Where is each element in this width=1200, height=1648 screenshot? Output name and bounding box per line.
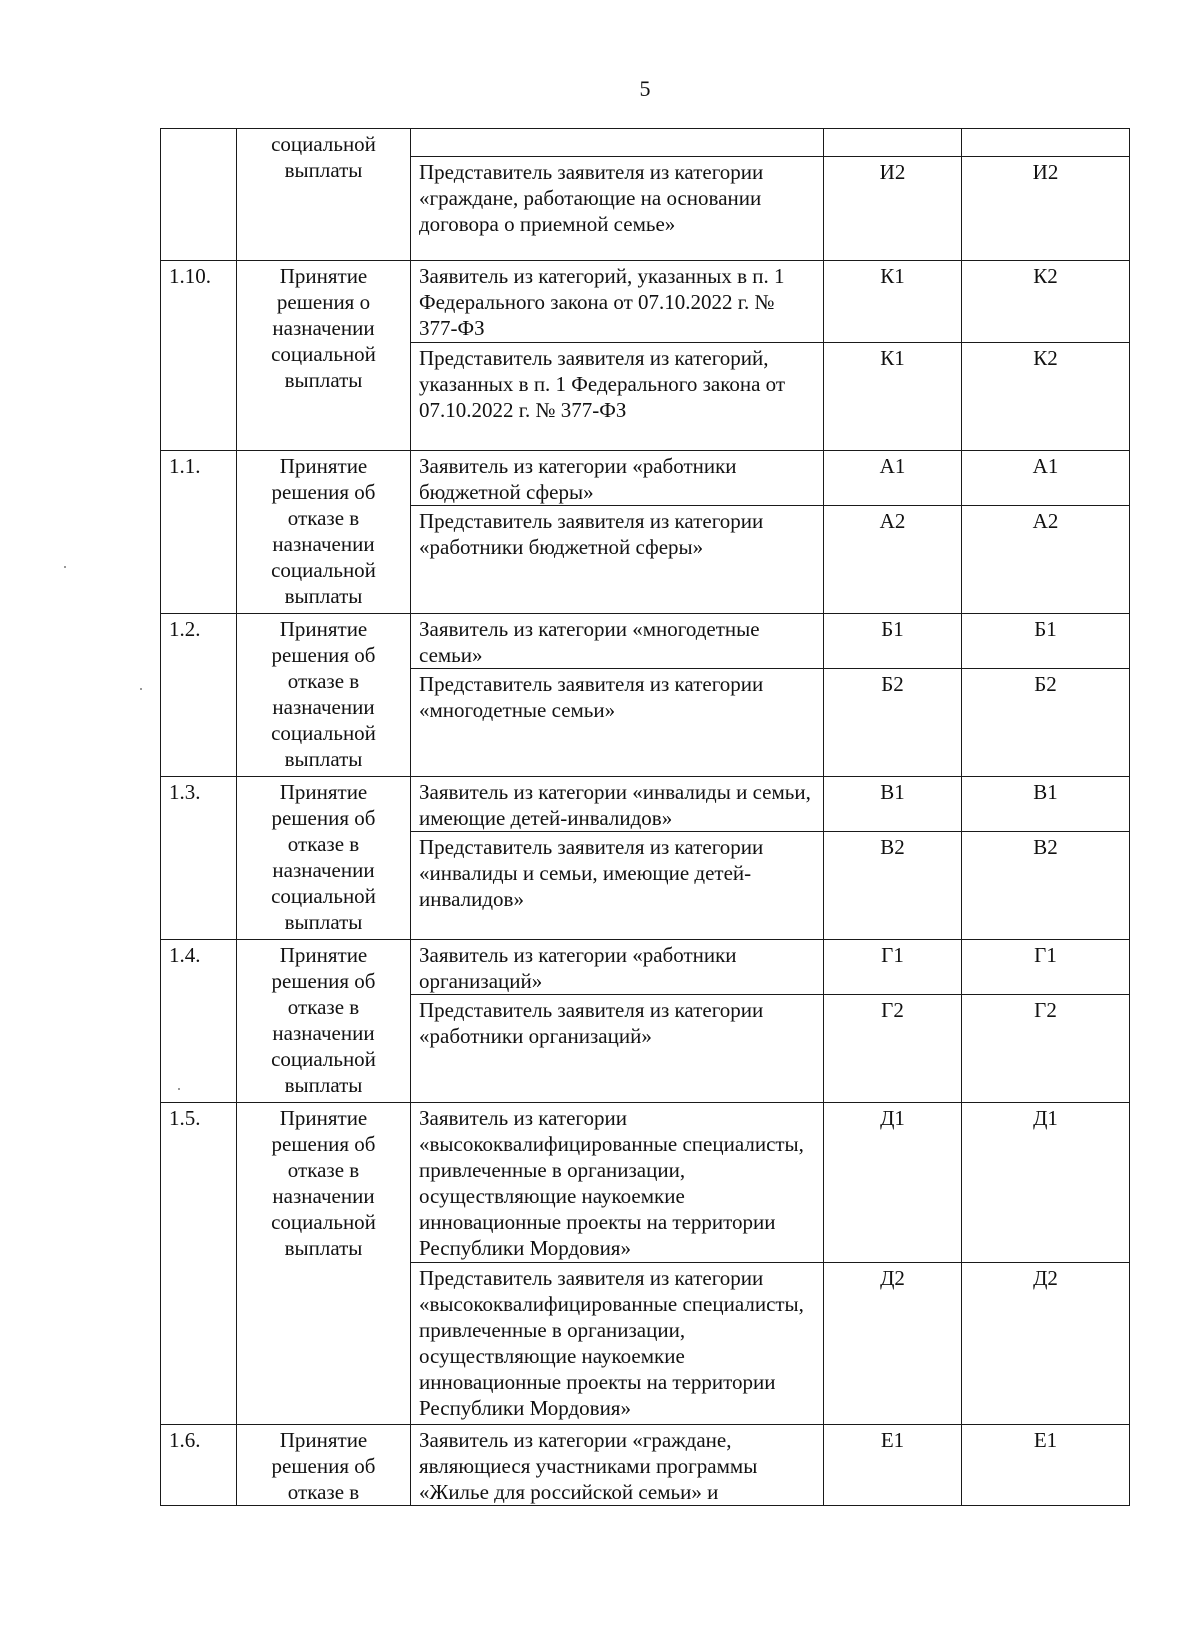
result-code-cell: Д1 xyxy=(962,1103,1130,1263)
action-cell: Принятие решения об отказе в назначении социальной выплаты xyxy=(237,1103,411,1425)
description-cell: Заявитель из категорий, указанных в п. 1 Федерального закона от 07.10.2022 г. № 377-ФЗ xyxy=(411,261,824,343)
table-row xyxy=(161,777,1130,832)
code-cell: Б1 xyxy=(824,614,962,669)
description-cell: Представитель заявителя из категории «работники организаций» xyxy=(411,995,824,1103)
item-number-cell: 1.1. xyxy=(161,451,237,614)
result-code-cell: Б1 xyxy=(962,614,1130,669)
result-code-cell: А1 xyxy=(962,451,1130,506)
code-cell: Г1 xyxy=(824,940,962,995)
description-cell: Представитель заявителя из категории «многодетные семьи» xyxy=(411,669,824,777)
page-number: 5 xyxy=(639,76,651,101)
code-cell: В1 xyxy=(824,777,962,832)
result-code-cell: К2 xyxy=(962,261,1130,343)
result-code-cell: В2 xyxy=(962,832,1130,940)
action-cell: Принятие решения об отказе в xyxy=(237,1425,411,1506)
table-row xyxy=(161,614,1130,669)
result-code-cell: Е1 xyxy=(962,1425,1130,1506)
result-code-cell: Г2 xyxy=(962,995,1130,1103)
action-cell: социальной выплаты xyxy=(237,129,411,261)
description-cell: Представитель заявителя из категории «инвалиды и семьи, имеющие детей-инвалидов» xyxy=(411,832,824,940)
code-cell: Б2 xyxy=(824,669,962,777)
result-code-cell: Д2 xyxy=(962,1263,1130,1425)
description-cell: Заявитель из категории «высококвалифицированные специалисты, привлеченные в организации, осуществляющие наукоемкие инновационные проекты на территории Республики Мордовия» xyxy=(411,1103,824,1263)
code-cell: Д1 xyxy=(824,1103,962,1263)
scan-speck xyxy=(178,1088,180,1090)
result-code-cell: В1 xyxy=(962,777,1130,832)
table-row xyxy=(161,129,1130,157)
description-cell: Заявитель из категории «работники организаций» xyxy=(411,940,824,995)
table-row xyxy=(161,940,1130,995)
action-cell: Принятие решения об отказе в назначении социальной выплаты xyxy=(237,614,411,777)
code-cell: Г2 xyxy=(824,995,962,1103)
description-cell: Заявитель из категории «работники бюджетной сферы» xyxy=(411,451,824,506)
description-cell: Представитель заявителя из категорий, указанных в п. 1 Федерального закона от 07.10.2022 г. № 377-ФЗ xyxy=(411,343,824,451)
table-row xyxy=(161,451,1130,506)
item-number-cell xyxy=(161,129,237,261)
code-cell: Д2 xyxy=(824,1263,962,1425)
description-cell: Заявитель из категории «многодетные семьи» xyxy=(411,614,824,669)
description-cell: Заявитель из категории «граждане, являющиеся участниками программы «Жилье для российской семьи» и xyxy=(411,1425,824,1506)
item-number-cell: 1.2. xyxy=(161,614,237,777)
code-cell: К1 xyxy=(824,261,962,343)
description-cell: Представитель заявителя из категории «работники бюджетной сферы» xyxy=(411,506,824,614)
description-cell: Заявитель из категории «инвалиды и семьи, имеющие детей-инвалидов» xyxy=(411,777,824,832)
result-code-cell: Б2 xyxy=(962,669,1130,777)
result-code-cell xyxy=(962,129,1130,157)
services-table xyxy=(160,128,1130,1506)
table-row xyxy=(161,1425,1130,1506)
result-code-cell: И2 xyxy=(962,157,1130,261)
item-number-cell: 1.4. xyxy=(161,940,237,1103)
scan-speck xyxy=(64,566,66,568)
description-cell xyxy=(411,129,824,157)
code-cell: Е1 xyxy=(824,1425,962,1506)
table-row xyxy=(161,261,1130,343)
action-cell: Принятие решения об отказе в назначении социальной выплаты xyxy=(237,451,411,614)
result-code-cell: А2 xyxy=(962,506,1130,614)
item-number-cell: 1.3. xyxy=(161,777,237,940)
item-number-cell: 1.5. xyxy=(161,1103,237,1425)
item-number-cell: 1.10. xyxy=(161,261,237,451)
result-code-cell: К2 xyxy=(962,343,1130,451)
action-cell: Принятие решения об отказе в назначении социальной выплаты xyxy=(237,777,411,940)
code-cell: А1 xyxy=(824,451,962,506)
item-number-cell: 1.6. xyxy=(161,1425,237,1506)
description-cell: Представитель заявителя из категории «высококвалифицированные специалисты, привлеченные в организации, осуществляющие наукоемкие инновационные проекты на территории Республики Мордовия» xyxy=(411,1263,824,1425)
code-cell xyxy=(824,129,962,157)
code-cell: И2 xyxy=(824,157,962,261)
table-row xyxy=(161,1103,1130,1263)
scan-speck xyxy=(140,688,142,690)
result-code-cell: Г1 xyxy=(962,940,1130,995)
code-cell: К1 xyxy=(824,343,962,451)
action-cell: Принятие решения о назначении социальной выплаты xyxy=(237,261,411,451)
action-cell: Принятие решения об отказе в назначении социальной выплаты xyxy=(237,940,411,1103)
code-cell: В2 xyxy=(824,832,962,940)
description-cell: Представитель заявителя из категории «граждане, работающие на основании договора о приемной семье» xyxy=(411,157,824,261)
code-cell: А2 xyxy=(824,506,962,614)
